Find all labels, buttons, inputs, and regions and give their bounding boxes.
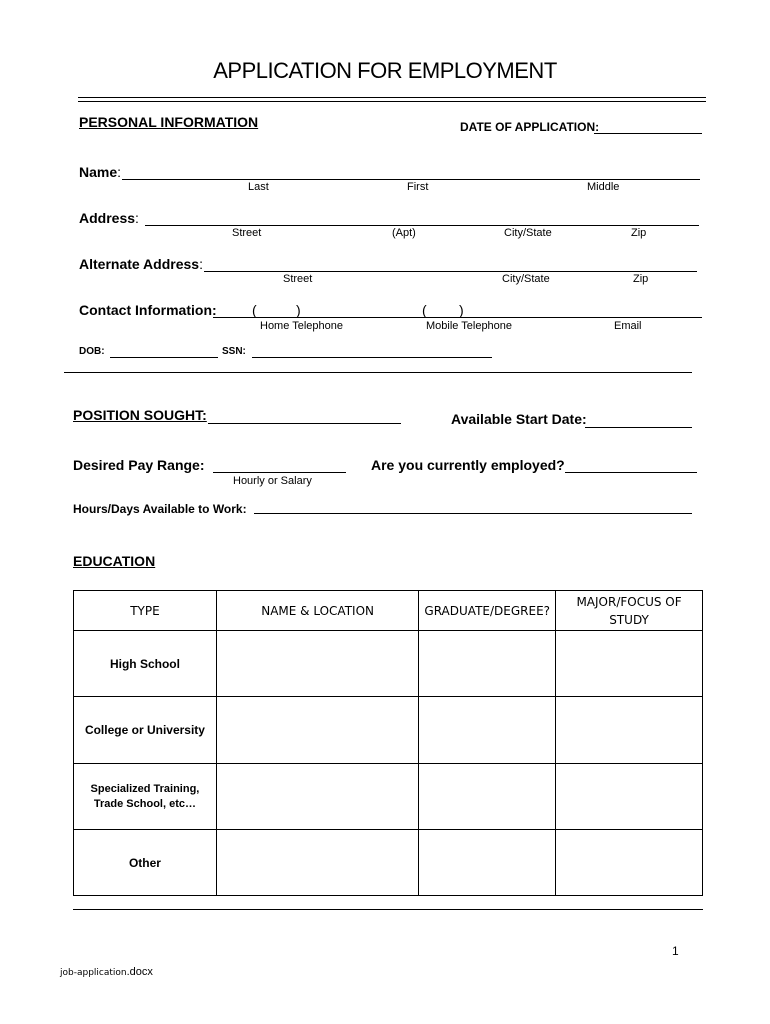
- cell-graduate-degree[interactable]: [419, 697, 556, 764]
- cell-major-focus[interactable]: [556, 697, 703, 764]
- title-rule-bottom: [78, 101, 706, 102]
- dob-label: DOB:: [79, 346, 105, 357]
- column-header-major-focus: MAJOR/FOCUS OF STUDY: [556, 591, 703, 631]
- column-header-type: TYPE: [74, 591, 217, 631]
- contact-sub-home-telephone: Home Telephone: [260, 320, 343, 332]
- contact-info-field[interactable]: [213, 317, 702, 318]
- address-label: Address:: [79, 210, 139, 226]
- footer-filename: job-application.docx: [60, 966, 153, 978]
- dob-field[interactable]: [110, 357, 218, 358]
- name-field[interactable]: [122, 179, 700, 180]
- cell-graduate-degree[interactable]: [419, 631, 556, 697]
- date-of-application-field[interactable]: [594, 133, 702, 134]
- ssn-field[interactable]: [252, 357, 492, 358]
- name-sub-first: First: [407, 181, 429, 193]
- page-title: APPLICATION FOR EMPLOYMENT: [213, 58, 557, 83]
- home-phone-paren-open: (: [252, 302, 257, 318]
- cell-major-focus[interactable]: [556, 764, 703, 830]
- alt-address-sub-street: Street: [283, 273, 313, 285]
- address-sub-street: Street: [232, 227, 262, 239]
- row-label-specialized-training: Specialized Training, Trade School, etc…: [74, 764, 217, 830]
- cell-major-focus[interactable]: [556, 830, 703, 896]
- section-divider: [64, 372, 692, 373]
- page-number: 1: [672, 944, 679, 958]
- home-phone-paren-close: ): [296, 302, 301, 318]
- contact-info-label: Contact Information:: [79, 302, 217, 318]
- alt-address-sub-city-state: City/State: [502, 273, 550, 285]
- address-sub-apt: (Apt): [392, 227, 416, 239]
- row-label-other: Other: [74, 830, 217, 896]
- position-sought-label: POSITION SOUGHT:: [73, 407, 207, 423]
- alt-address-sub-zip: Zip: [633, 273, 649, 285]
- column-header-name-location: NAME & LOCATION: [216, 591, 418, 631]
- hours-available-label: Hours/Days Available to Work:: [73, 502, 247, 516]
- address-field[interactable]: [145, 225, 699, 226]
- row-label-high-school: High School: [74, 631, 217, 697]
- personal-info-heading: PERSONAL INFORMATION: [79, 114, 259, 130]
- contact-sub-mobile-telephone: Mobile Telephone: [426, 320, 513, 332]
- cell-graduate-degree[interactable]: [419, 830, 556, 896]
- name-label: Name:: [79, 164, 122, 180]
- alt-address-label: Alternate Address:: [79, 256, 203, 272]
- pay-range-label: Desired Pay Range:: [73, 457, 205, 473]
- currently-employed-field[interactable]: [565, 472, 697, 473]
- cell-major-focus[interactable]: [556, 631, 703, 697]
- education-table: [73, 590, 703, 896]
- pay-range-field[interactable]: [213, 472, 346, 473]
- cell-graduate-degree[interactable]: [419, 764, 556, 830]
- cell-name-location[interactable]: [216, 764, 418, 830]
- cell-name-location[interactable]: [216, 697, 418, 764]
- hours-available-field[interactable]: [254, 513, 692, 514]
- title-rule-top: [78, 97, 706, 98]
- start-date-label: Available Start Date:: [451, 411, 587, 427]
- mobile-phone-paren-close: ): [459, 302, 464, 318]
- row-label-college: College or University: [74, 697, 217, 764]
- education-heading: EDUCATION: [73, 553, 156, 569]
- address-sub-city-state: City/State: [504, 227, 552, 239]
- ssn-label: SSN:: [222, 346, 246, 357]
- table-row: [74, 631, 703, 697]
- table-row: [74, 830, 703, 896]
- date-of-application-label: DATE OF APPLICATION:: [460, 120, 600, 134]
- cell-name-location[interactable]: [216, 631, 418, 697]
- alt-address-field[interactable]: [204, 271, 697, 272]
- mobile-phone-paren-open: (: [422, 302, 427, 318]
- currently-employed-label: Are you currently employed?: [371, 457, 565, 473]
- education-header-row: [74, 591, 703, 631]
- table-row: [74, 764, 703, 830]
- name-sub-middle: Middle: [587, 181, 620, 193]
- pay-range-sub: Hourly or Salary: [233, 475, 312, 487]
- address-sub-zip: Zip: [631, 227, 647, 239]
- footer-divider: [73, 909, 703, 910]
- table-row: [74, 697, 703, 764]
- column-header-graduate-degree: GRADUATE/DEGREE?: [419, 591, 556, 631]
- start-date-field[interactable]: [585, 427, 692, 428]
- position-sought-field[interactable]: [208, 423, 401, 424]
- name-sub-last: Last: [248, 181, 269, 193]
- cell-name-location[interactable]: [216, 830, 418, 896]
- contact-sub-email: Email: [614, 320, 642, 332]
